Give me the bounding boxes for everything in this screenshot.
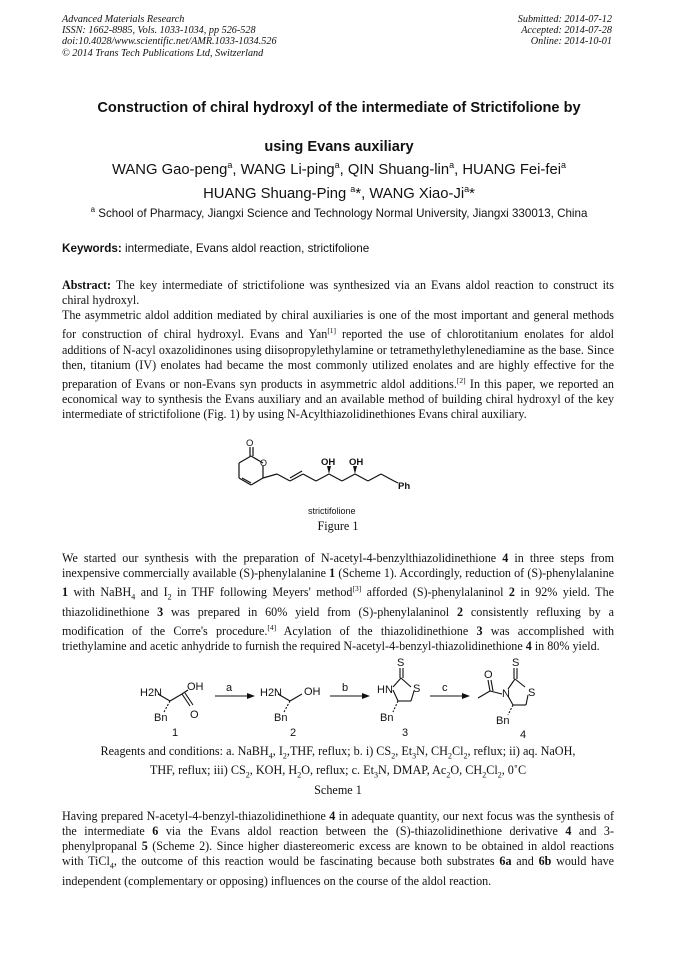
reagent-text: Cl	[486, 763, 498, 778]
author-affiliation-marker: a	[464, 183, 470, 194]
compound-number: 6b	[538, 854, 552, 869]
author-list	[40, 156, 638, 204]
acid-oxygen-label: O	[190, 709, 199, 721]
intro-text: In this paper, we reported an economical way to synthesis the Evans auxiliary and an available method of building chiral hydroxyl of the key intermediate of strictifolione (Fig. 1) by using N-Acylthiazolidinethiones Evans chiral auxiliary.	[62, 377, 614, 422]
author-separator: ,	[454, 161, 463, 178]
body-text: with NaBH	[68, 585, 132, 600]
ring-nh-label: HN	[377, 684, 393, 696]
alcohol-hydroxyl-label: OH	[304, 686, 321, 698]
author-affiliation-marker: a	[334, 160, 340, 170]
step-label: a	[226, 682, 233, 694]
subscript: 4	[268, 751, 273, 761]
body-text: would have independent (complementary or opposing) influences on the course of the aldol reaction.	[62, 854, 614, 889]
compound-number: 5	[141, 839, 148, 854]
ring-oxygen: O	[260, 458, 268, 468]
benzyl-label: Bn	[380, 712, 394, 724]
compound-number: 4	[329, 809, 336, 823]
hydroxyl-label-1: OH	[321, 457, 336, 468]
reagent-text: , KOH, H	[249, 763, 298, 778]
body-text: , the outcome of this reaction would be fascinating because both substrates	[113, 854, 500, 869]
subscript: 2	[297, 770, 302, 780]
doi-line: doi:10.4028/www.scientific.net/AMR.1033-1034.526	[62, 36, 277, 48]
subscript: 3	[412, 751, 417, 761]
journal-header	[62, 14, 277, 59]
reagent-text: , 0˚C	[501, 763, 527, 778]
reagent-text: , Et	[395, 744, 413, 758]
step-label: b	[342, 682, 349, 694]
author-separator: ,	[339, 161, 348, 178]
acid-hydroxyl-label: OH	[187, 681, 204, 693]
author-name: HUANG Shuang-Ping	[203, 185, 351, 202]
author-name: HUANG Fei-fei	[462, 161, 561, 178]
para3-text	[62, 809, 614, 889]
keywords-label: Keywords:	[62, 242, 122, 255]
compound-number: 2	[508, 585, 515, 600]
affiliation-marker: a	[90, 205, 96, 214]
subscript: 2	[282, 751, 287, 761]
benzyl-label: Bn	[154, 712, 168, 724]
body-text: afforded (S)-phenylalaninol	[361, 585, 509, 600]
citation: [3]	[352, 584, 362, 594]
subscript: 4	[131, 592, 136, 602]
subscript: 2	[167, 592, 172, 602]
authors-line-1	[40, 156, 638, 180]
subscript: 2	[497, 770, 502, 780]
reagent-text: ,THF, reflux; b. i) CS	[286, 744, 392, 758]
para2-text	[62, 551, 614, 654]
compound-number: 3	[157, 604, 164, 619]
keywords-text: intermediate, Evans aldol reaction, strictifolione	[125, 242, 370, 255]
subscript: 3	[373, 770, 378, 780]
ring-sulfur-label: S	[528, 687, 536, 699]
subscript: 2	[245, 770, 250, 780]
amine-label: H2N	[260, 687, 283, 699]
reagent-text: N, CH	[416, 744, 448, 758]
body-text: and I	[135, 585, 168, 600]
aldol-paragraph	[62, 809, 614, 889]
compound-number: 6	[152, 824, 159, 839]
compound-number: 2	[457, 604, 464, 619]
citation: [4]	[267, 623, 277, 633]
abstract-label: Abstract:	[62, 278, 112, 292]
author-affiliation-marker: a	[227, 160, 233, 170]
body-text: We started our synthesis with the preparation of N-acetyl-4-benzylthiazolidinethione	[62, 551, 503, 565]
title-line-2: using Evans auxiliary	[264, 139, 414, 155]
body-text: was prepared in 60% yield from (S)-phenylalaninol	[163, 604, 458, 619]
acetyl-oxygen-label: O	[484, 669, 493, 681]
subscript: 2	[463, 751, 468, 761]
body-text: in three steps from inexpensive commercially available (S)-phenylalanine	[62, 551, 614, 581]
affiliation	[40, 205, 638, 220]
figure-1-caption: Figure 1	[317, 519, 359, 533]
benzyl-label: Bn	[496, 715, 510, 727]
reagent-text: THF, reflux; iii) CS	[149, 763, 246, 778]
accepted-date: Accepted: 2014-07-28	[521, 25, 612, 37]
compound-number: 2	[290, 727, 297, 739]
keywords	[62, 242, 369, 255]
body-text: in 80% yield.	[531, 639, 600, 654]
reagent-text: N, DMAP, Ac	[377, 763, 447, 778]
author-separator: ,	[232, 161, 241, 178]
compound-number: 3	[402, 727, 409, 739]
synthesis-paragraph	[62, 551, 614, 654]
hydroxyl-label-2: OH	[349, 457, 364, 468]
scheme-1-caption: Scheme 1	[314, 782, 362, 797]
corresponding-marker: *	[355, 185, 362, 202]
journal-name: Advanced Materials Research	[62, 14, 185, 25]
author-name: WANG Gao-peng	[111, 161, 228, 178]
body-text: via the Evans aldol reaction between the (S)-thiazolidinethione derivative	[158, 824, 566, 839]
title-line-1: Construction of chiral hydroxyl of the intermediate of Strictifolione by	[97, 100, 581, 116]
subscript: 4	[109, 861, 114, 871]
ring-sulfur-label: S	[413, 683, 421, 695]
reagent-text: O, CH	[450, 763, 483, 778]
citation: [2]	[456, 375, 466, 385]
subscript: 2	[446, 770, 451, 780]
author-separator: ,	[361, 185, 370, 202]
online-date: Online: 2014-10-01	[530, 36, 612, 48]
body-text: Acylation of the thiazolidinethione	[276, 624, 477, 639]
compound-number: 1	[62, 585, 69, 600]
author-name: WANG Li-ping	[240, 161, 335, 178]
submitted-date: Submitted: 2014-07-12	[517, 14, 612, 25]
compound-number: 4	[565, 824, 572, 839]
compound-number: 1	[329, 566, 336, 581]
scheme-1-graphic	[130, 654, 550, 740]
body-text: in 92% yield. The thiazolidinethione	[62, 585, 614, 619]
step-label: c	[442, 682, 448, 694]
body-text: Having prepared N-acetyl-4-benzyl-thiazolidinethione	[62, 809, 330, 823]
compound-number: 1	[172, 727, 179, 739]
subscript: 2	[391, 751, 396, 761]
abstract-paragraph	[62, 278, 614, 308]
reagents-line-2	[62, 763, 614, 782]
intro-text: reported the use of chlorotitanium enolates for aldol additions of N-acyl oxazolidinones using diisopropylethylamine or tetramethylethylenediamine as the base. Since then, titanium (IV) enolates had became the most commonly utilized enolates and are highly effective for the preparation of Evans or non-Evans syn products in asymmetric aldol additions.	[62, 327, 614, 391]
abstract-text: The key intermediate of strictifolione was synthesized via an Evans aldol reaction to construct its chiral hydroxyl.	[62, 278, 614, 308]
subscript: 2	[482, 770, 487, 780]
abstract-section	[62, 278, 614, 422]
intro-text: The asymmetric aldol addition mediated by chiral auxiliaries is one of the most important and general methods for construction of chiral hydroxyl. Evans and Yan	[62, 308, 614, 342]
compound-number: 3	[476, 624, 483, 639]
author-affiliation-marker: a	[561, 160, 567, 170]
compound-number: 4	[502, 551, 509, 565]
author-affiliation-marker: a	[449, 160, 455, 170]
reagent-text: O, reflux; c. Et	[301, 763, 374, 778]
reagent-text: Cl	[451, 744, 464, 758]
body-text: and	[511, 854, 539, 869]
copyright-line: © 2014 Trans Tech Publications Ltd, Switzerland	[62, 47, 264, 59]
body-text: and 3-phenylpropanal	[62, 824, 614, 854]
reagents-line-1	[62, 744, 614, 763]
body-text: was accomplished with triethylamine and acetic anhydride to furnish the required N-acetyl-4-benzyl-thiazolidinethione	[62, 624, 614, 654]
body-text: consistently refluxing by a modification of the Corre's procedure.	[62, 604, 614, 639]
amine-label: H2N	[140, 687, 163, 699]
body-text: (Scheme 2). Since higher diastereomeric excess are known to be obtained in aldol reactions with TiCl	[62, 839, 615, 869]
author-name: QIN Shuang-lin	[347, 161, 450, 178]
author-name: WANG Xiao-Ji	[369, 185, 465, 202]
issn-line: ISSN: 1662-8985, Vols. 1033-1034, pp 526-528	[62, 25, 256, 37]
reagent-text: , I	[272, 744, 283, 758]
compound-name: strictifolione	[308, 506, 356, 516]
reagent-text: , reflux; ii) aq. NaOH,	[467, 744, 576, 758]
affiliation-text: School of Pharmacy, Jiangxi Science and Technology Normal University, Jiangxi 330013, China	[98, 206, 588, 220]
compound-number: 6a	[499, 854, 512, 869]
dates-header	[518, 14, 612, 48]
thione-sulfur-label: S	[512, 657, 520, 669]
author-affiliation-marker: a	[350, 183, 356, 194]
subscript: 2	[447, 751, 452, 761]
body-text: in adequate quantity, our next focus was the synthesis of the intermediate	[62, 809, 614, 839]
body-text: (Scheme 1). Accordingly, reduction of (S)-phenylalanine	[335, 566, 614, 581]
ring-nitrogen-label: N	[502, 688, 510, 700]
corresponding-marker: *	[469, 185, 475, 202]
strictifolione-structure	[230, 436, 430, 518]
benzyl-label: Bn	[274, 712, 288, 724]
compound-number: 4	[525, 639, 532, 654]
compound-number: 4	[520, 729, 527, 740]
reagent-text: Reagents and conditions: a. NaBH	[100, 744, 269, 758]
authors-line-2	[40, 180, 638, 204]
citation: [1]	[327, 326, 337, 336]
carbonyl-oxygen: O	[246, 438, 254, 449]
intro-paragraph	[62, 308, 614, 422]
body-text: in THF following Meyers' method	[171, 585, 353, 600]
scheme-1-reagents	[62, 744, 614, 798]
phenyl-label: Ph	[398, 481, 411, 492]
thione-sulfur-label: S	[397, 657, 405, 669]
